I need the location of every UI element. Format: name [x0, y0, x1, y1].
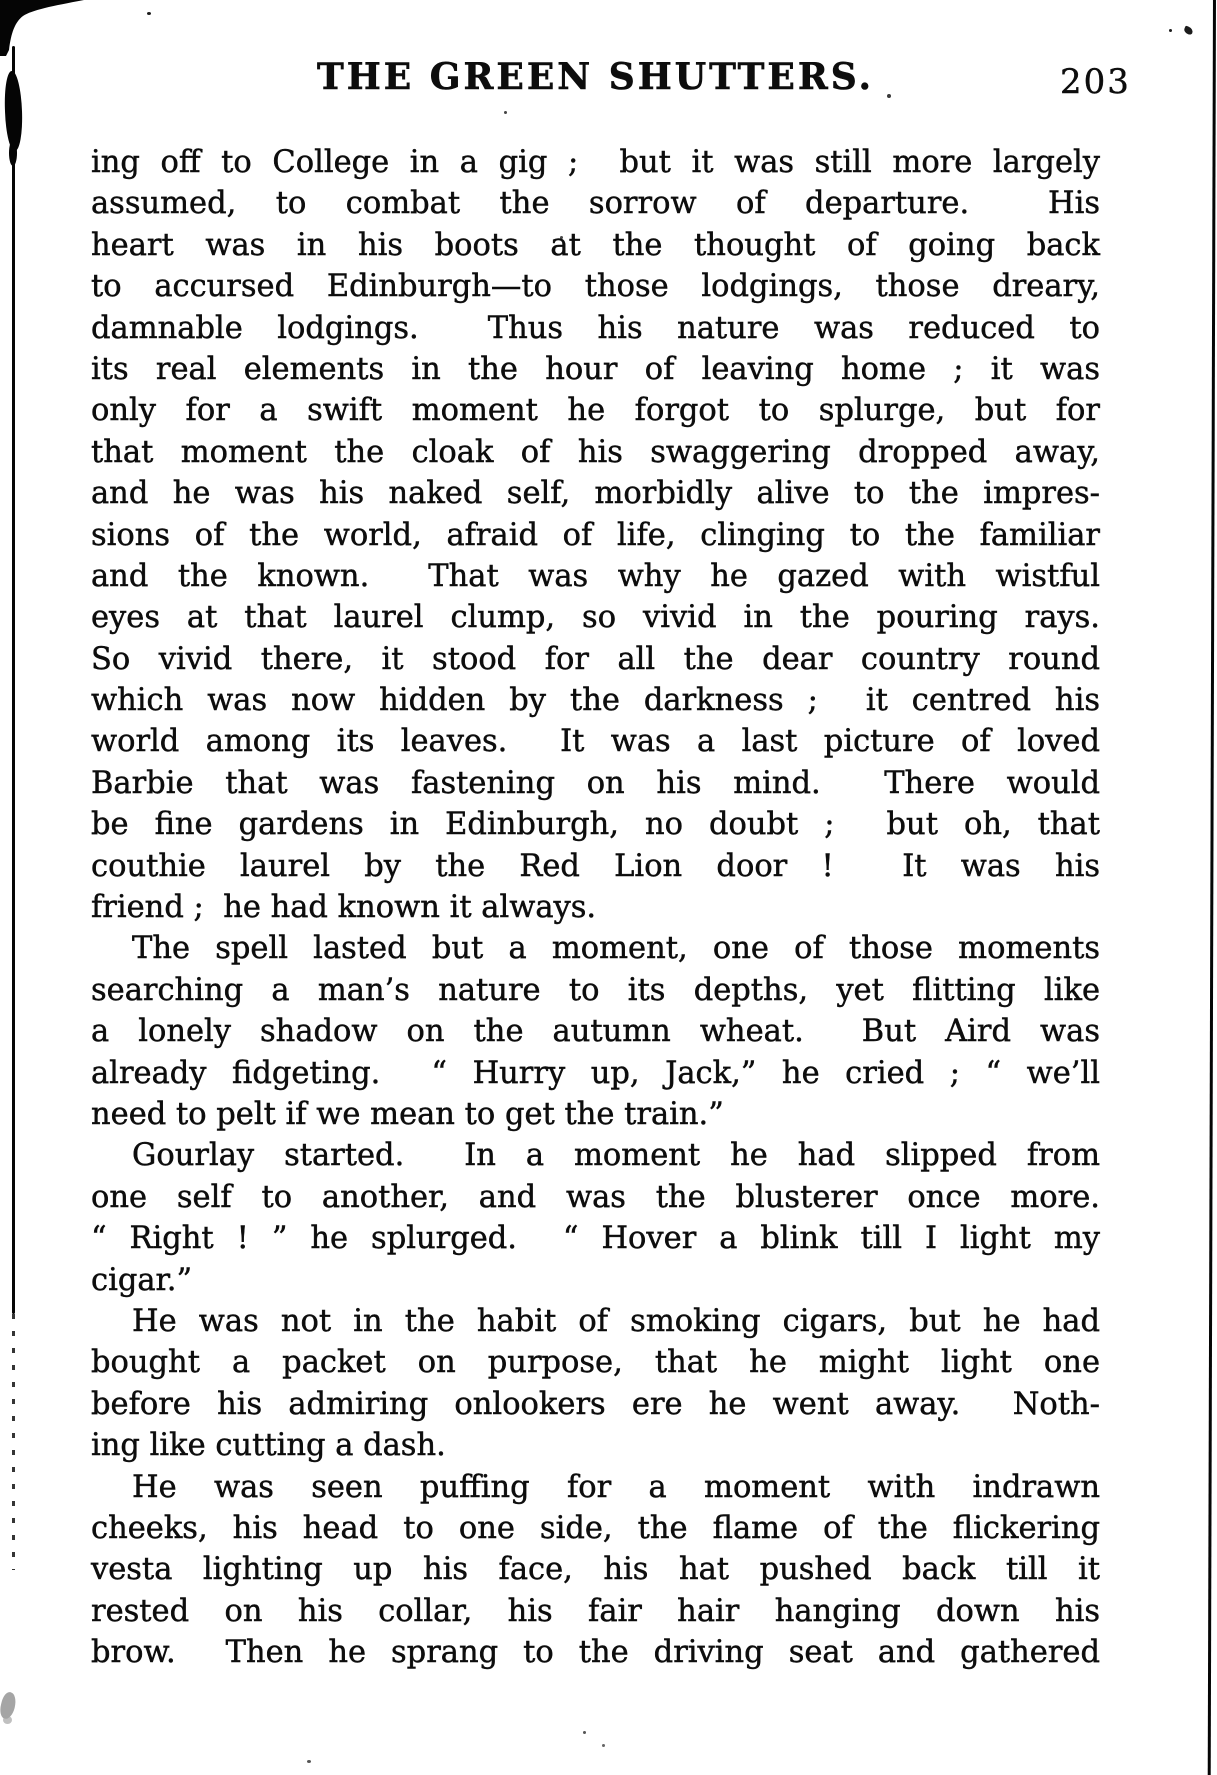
- running-header-title: THE GREEN SHUTTERS.: [316, 56, 875, 98]
- text-line: which was now hidden by the darkness ; it centred his: [91, 683, 1100, 719]
- text-line: only for a swift moment he forgot to splurge, but for: [91, 393, 1100, 429]
- text-line: to accursed Edinburgh—to those lodgings, those dreary,: [91, 269, 1100, 305]
- text-line: rested on his collar, his fair hair hanging down his: [91, 1593, 1100, 1629]
- text-line: assumed, to combat the sorrow of departure. His: [91, 186, 1100, 222]
- text-line: one self to another, and was the blusterer once more.: [91, 1179, 1100, 1215]
- running-header: [91, 56, 1100, 98]
- text-line: and he was his naked self, morbidly alive to the impres-: [91, 476, 1100, 512]
- text-line: its real elements in the hour of leaving home ; it was: [91, 351, 1100, 387]
- text-line: He was not in the habit of smoking cigars, but he had: [132, 1303, 1100, 1339]
- scan-ink-blob-tail-artifact: [9, 140, 17, 166]
- text-line: Barbie that was fastening on his mind. There would: [91, 765, 1100, 801]
- text-line: ing like cutting a dash.: [91, 1428, 446, 1464]
- scan-speck-artifact: [147, 12, 151, 15]
- text-line: ing off to College in a gig ; but it was still more largely: [91, 145, 1100, 180]
- text-line: “ Right ! ” he splurged. “ Hover a blink till I light my: [91, 1221, 1100, 1257]
- text-line: vesta lighting up his face, his hat pushed back till it: [91, 1552, 1100, 1588]
- text-line: need to pelt if we mean to get the train.”: [91, 1096, 724, 1132]
- scan-binding-line-artifact: [12, 46, 15, 1314]
- text-line: couthie laurel by the Red Lion door ! It was his: [91, 848, 1100, 884]
- text-line: bought a packet on purpose, that he might light one: [91, 1345, 1100, 1381]
- text-line: The spell lasted but a moment, one of those moments: [132, 931, 1100, 967]
- text-line: He was seen puffing for a moment with indrawn: [132, 1469, 1100, 1505]
- text-line: a lonely shadow on the autumn wheat. But Aird was: [91, 1014, 1100, 1050]
- scan-speck-artifact: [1169, 29, 1172, 32]
- text-line: sions of the world, afraid of life, clinging to the familiar: [91, 517, 1100, 553]
- text-line: brow. Then he sprang to the driving seat and gathered: [91, 1635, 1100, 1671]
- text-line: friend ; he had known it always.: [91, 890, 597, 926]
- text-line: world among its leaves. It was a last picture of loved: [91, 724, 1100, 760]
- text-line: eyes at that laurel clump, so vivid in the pouring rays.: [91, 600, 1100, 636]
- text-line: cigar.”: [91, 1262, 193, 1298]
- scan-speck-artifact: [307, 1760, 311, 1763]
- text-line: searching a man’s nature to its depths, yet flitting like: [91, 972, 1100, 1008]
- text-line: heart was in his boots at the thought of going back: [91, 227, 1100, 263]
- text-line: cheeks, his head to one side, the flame of the flickering: [91, 1510, 1100, 1546]
- text-line: damnable lodgings. Thus his nature was reduced to: [91, 310, 1100, 346]
- scan-smudge-artifact: [3, 1716, 12, 1724]
- scan-speck-artifact: [504, 111, 507, 114]
- page-number: 203: [1060, 62, 1131, 102]
- text-line: Gourlay started. In a moment he had slipped from: [132, 1138, 1100, 1174]
- scan-page-edge-line-artifact: [1208, 0, 1216, 1775]
- text-line: and the known. That was why he gazed with wistful: [91, 558, 1100, 594]
- text-line: already fidgeting. “ Hurry up, Jack,” he cried ; “ we’ll: [91, 1055, 1100, 1091]
- scan-speck-artifact: [602, 1744, 605, 1747]
- text-line: that moment the cloak of his swaggering dropped away,: [91, 434, 1100, 470]
- text-line: before his admiring onlookers ere he went away. Noth-: [91, 1386, 1100, 1422]
- scan-speck-artifact: [1183, 25, 1194, 35]
- page-body: [91, 142, 1100, 1673]
- text-line: be fine gardens in Edinburgh, no doubt ; but oh, that: [91, 807, 1100, 843]
- text-line: So vivid there, it stood for all the dear country round: [91, 641, 1100, 677]
- scan-speck-artifact: [583, 1731, 586, 1734]
- scan-binding-line-fade-artifact: [12, 1314, 15, 1570]
